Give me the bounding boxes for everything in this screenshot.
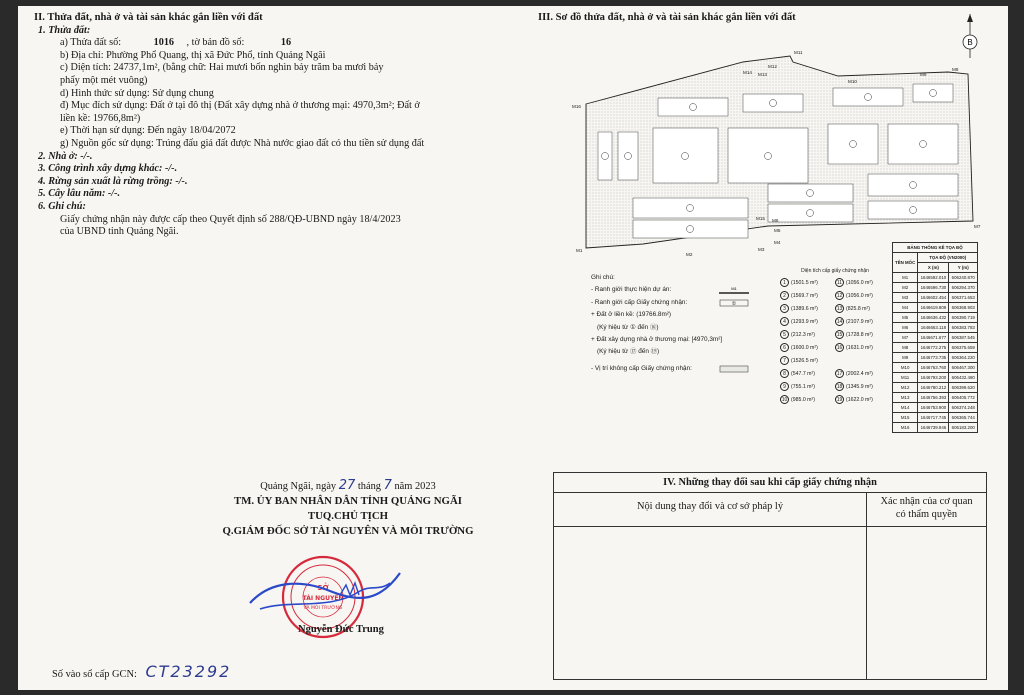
coord-cell: 606405.772 xyxy=(949,393,978,403)
signer-name: Nguyễn Đức Trung xyxy=(298,624,384,635)
house-line: 2. Nhà ở: -/-. xyxy=(38,150,93,162)
coord-cell: M8 xyxy=(893,343,918,353)
registry-number-label: Số vào sổ cấp GCN: xyxy=(52,669,137,680)
coord-cell: 1646602.454 xyxy=(918,293,949,303)
area-row xyxy=(780,302,890,315)
coord-cell: 1646663.118 xyxy=(918,323,949,333)
lot-area: (1728.8 m²) xyxy=(846,331,873,338)
lot-area: (2107.9 m²) xyxy=(846,318,873,325)
lot-area: (1600.0 m²) xyxy=(791,344,818,351)
map-sheet-number: 16 xyxy=(280,37,292,49)
point-m11: M11 xyxy=(794,50,803,55)
legend-adjacent-sym: (Ký hiệu từ ① đến ⑯) xyxy=(597,323,659,331)
area-cell xyxy=(780,304,835,313)
change-content-header: Nội dung thay đổi và cơ sở pháp lý xyxy=(554,493,867,526)
lot-area: (547.7 m²) xyxy=(791,370,815,377)
coord-point-header: TÊN MỐC xyxy=(893,253,918,273)
coord-cell: 606375.659 xyxy=(949,343,978,353)
point-m13: M13 xyxy=(758,72,767,77)
area-cell xyxy=(835,317,890,326)
lot-number: 1 xyxy=(780,278,789,287)
coord-cell: 606364.220 xyxy=(949,353,978,363)
coord-cell: M10 xyxy=(893,363,918,373)
coord-table-title: BẢNG THỐNG KÊ TỌA ĐỘ xyxy=(893,243,978,253)
point-m8: M8 xyxy=(952,67,959,72)
section-2 xyxy=(34,12,514,239)
point-m7: M7 xyxy=(974,224,981,229)
lot-area: (1569.7 m²) xyxy=(791,292,818,299)
point-m15: M15 xyxy=(756,216,765,221)
coord-cell: 606383.783 xyxy=(949,323,978,333)
parcel-map xyxy=(568,36,988,258)
coord-row xyxy=(893,373,978,383)
section-2-title: II. Thửa đất, nhà ở và tài sản khác gắn liền với đất xyxy=(34,12,263,23)
coord-row xyxy=(893,313,978,323)
area-table xyxy=(780,268,890,406)
term-line: e) Thời hạn sử dụng: Đến ngày 18/04/2072 xyxy=(60,125,236,137)
lot-number: 17 xyxy=(836,371,843,377)
coord-cell: 606387.545 xyxy=(949,333,978,343)
lot-number: 6 xyxy=(780,343,789,352)
stamp-line-3: VÀ MÔI TRƯỜNG xyxy=(303,606,343,611)
area-line: c) Diện tích: 24737,1m², (bằng chữ: Hai mươi bốn nghìn bảy trăm ba mươi bảy xyxy=(60,62,384,74)
coord-cell: M13 xyxy=(893,393,918,403)
coord-cell: 1646739.946 xyxy=(918,423,949,433)
parcel-number-line xyxy=(34,37,514,50)
forest-line: 4. Rừng sản xuất là rừng trồng: -/-. xyxy=(38,175,188,187)
coord-row xyxy=(893,393,978,403)
area-row xyxy=(780,354,890,367)
lot-number: 5 xyxy=(780,330,789,339)
section-4-body xyxy=(554,527,986,679)
section-4-table xyxy=(553,472,987,680)
map-sheet-label: , tờ bản đồ số: xyxy=(186,37,245,49)
lot-area: (1056.0 m²) xyxy=(846,292,873,299)
point-m2: M2 xyxy=(686,252,693,257)
coord-cell: M16 xyxy=(893,423,918,433)
point-m5: M5 xyxy=(774,228,781,233)
perennial-line: 5. Cây lâu năm: -/-. xyxy=(38,188,121,200)
point-m9: M9 xyxy=(920,72,927,77)
registry-number-line xyxy=(52,662,231,681)
point-m10: M10 xyxy=(848,79,857,84)
lot-area: (1293.9 m²) xyxy=(791,318,818,325)
change-content-cell[interactable] xyxy=(554,527,867,679)
coord-row xyxy=(893,423,978,433)
parcel-number: 1016 xyxy=(153,37,174,49)
notes-heading: 6. Ghi chú: xyxy=(38,200,86,212)
legend-commercial: + Đất xây dựng nhà ở thương mại: [4970,3m²] xyxy=(591,336,723,344)
coord-cell: 1646619.809 xyxy=(918,303,949,313)
lot-number: 15 xyxy=(836,332,843,338)
area-cell xyxy=(780,356,835,365)
origin-line: g) Nguồn gốc sử dụng: Trúng đấu giá đất được Nhà nước giao đất có thu tiền sử dụng đất xyxy=(60,137,425,149)
coord-cell: 606368.903 xyxy=(949,303,978,313)
point-m6: M6 xyxy=(772,218,779,223)
section-4-title: IV. Những thay đổi sau khi cấp giấy chứng nhận xyxy=(554,473,986,493)
coord-cell: 1646596.730 xyxy=(918,283,949,293)
construction-line: 3. Công trình xây dựng khác: -/-. xyxy=(38,163,178,175)
handwritten-signature xyxy=(240,561,410,621)
lot-number: 16 xyxy=(836,345,843,351)
lot-number: 12 xyxy=(836,293,843,299)
lot-area: (1389.6 m²) xyxy=(791,305,818,312)
parcel-number-label: a) Thửa đất số: xyxy=(60,37,122,49)
date-month-label: tháng xyxy=(357,481,381,492)
signature-block xyxy=(168,478,528,539)
area-cell xyxy=(780,291,835,300)
coord-row xyxy=(893,413,978,423)
coord-row xyxy=(893,403,978,413)
coord-cell: 606432.480 xyxy=(949,373,978,383)
legend-title: Ghi chú: xyxy=(591,274,615,281)
area-row xyxy=(780,289,890,302)
section-4-headers xyxy=(554,493,986,527)
coord-cell: 1646793.200 xyxy=(918,373,949,383)
cert-boundary-icon xyxy=(719,299,749,307)
purpose-line: đ) Mục đích sử dụng: Đất ở tại đô thị (Đất xây dựng nhà ở thương mại: 4970,3m²; Đất ở xyxy=(60,100,420,112)
address-line: b) Địa chỉ: Phường Phổ Quang, thị xã Đức Phổ, tỉnh Quảng Ngãi xyxy=(60,49,326,61)
area-line-2: phẩy một mét vuông) xyxy=(60,74,148,86)
area-cell xyxy=(835,304,890,313)
point-m3: M3 xyxy=(758,247,765,252)
coord-row xyxy=(893,333,978,343)
area-cell xyxy=(835,382,890,391)
coord-system-header: TỌA ĐỘ (VN2000) xyxy=(918,253,978,263)
coord-cell: 606371.653 xyxy=(949,293,978,303)
issuing-org: TM. ỦY BAN NHÂN DÂN TỈNH QUẢNG NGÃI xyxy=(234,495,462,507)
date-year: năm 2023 xyxy=(394,481,436,492)
stamp-line-1: SỞ xyxy=(317,584,329,592)
coord-cell: 1646756.393 xyxy=(918,393,949,403)
area-cell xyxy=(780,369,835,378)
lot-number: 13 xyxy=(836,306,843,312)
coord-cell: M2 xyxy=(893,283,918,293)
area-cell xyxy=(780,343,835,352)
coord-row xyxy=(893,383,978,393)
lot-number: 18 xyxy=(836,384,843,390)
coord-row xyxy=(893,283,978,293)
lot-number: 2 xyxy=(780,291,789,300)
coord-cell: M4 xyxy=(893,303,918,313)
coord-cell: 606399.620 xyxy=(949,383,978,393)
coord-cell: M14 xyxy=(893,403,918,413)
coord-cell: 1646780.212 xyxy=(918,383,949,393)
confirmation-header-1: Xác nhận của cơ quan xyxy=(880,496,973,507)
coord-row xyxy=(893,273,978,283)
coord-cell: M15 xyxy=(893,413,918,423)
note-line-1: Giấy chứng nhận này được cấp theo Quyết định số 288/QĐ-UBND ngày 18/4/2023 xyxy=(60,213,401,225)
area-cell xyxy=(835,291,890,300)
coord-cell: 606374.248 xyxy=(949,403,978,413)
coord-row xyxy=(893,353,978,363)
coord-cell: 606183.200 xyxy=(949,423,978,433)
legend-cert-label: - Ranh giới cấp Giấy chứng nhận: xyxy=(591,298,688,306)
confirmation-cell[interactable] xyxy=(867,527,986,679)
area-cell xyxy=(780,395,835,404)
area-cell xyxy=(835,369,890,378)
area-cell xyxy=(835,278,890,287)
point-m14: M14 xyxy=(743,70,752,75)
lot-area: (755.1 m²) xyxy=(791,383,815,390)
coord-cell: 606390.719 xyxy=(949,313,978,323)
lot-number: 9 xyxy=(780,382,789,391)
lot-number: 11 xyxy=(836,280,843,286)
area-table-title: Diện tích cấp giấy chứng nhận xyxy=(801,268,869,274)
coord-cell: M12 xyxy=(893,383,918,393)
point-m16: M16 xyxy=(572,104,581,109)
lot-area: (1526.5 m²) xyxy=(791,357,818,364)
area-row xyxy=(780,380,890,393)
coord-cell: M5 xyxy=(893,313,918,323)
lot-number: 19 xyxy=(836,397,843,403)
lot-area: (1622.0 m²) xyxy=(846,396,873,403)
date-month: 7 xyxy=(383,478,392,493)
coord-cell: 1646763.760 xyxy=(918,363,949,373)
confirmation-header-2: có thẩm quyền xyxy=(895,509,958,520)
lot-number: 8 xyxy=(780,369,789,378)
lot-area: (985.0 m²) xyxy=(791,396,815,403)
coord-cell: 606365.744 xyxy=(949,413,978,423)
lot-number: 4 xyxy=(780,317,789,326)
coordinate-table xyxy=(892,242,978,433)
boundary-line-icon xyxy=(719,287,749,295)
section-3-title: III. Sơ đồ thửa đất, nhà ở và tài sản khác gắn liền với đất xyxy=(538,12,796,23)
coord-row xyxy=(893,343,978,353)
point-m4: M4 xyxy=(774,240,781,245)
coord-cell: 606467.300 xyxy=(949,363,978,373)
coord-cell: 1646772.275 xyxy=(918,343,949,353)
lot-area: (825.8 m²) xyxy=(846,305,870,312)
coord-x-header: X (m) xyxy=(918,263,949,273)
coord-y-header: Y (m) xyxy=(949,263,978,273)
lot-number: 10 xyxy=(781,397,788,403)
parcel-heading: 1. Thửa đất: xyxy=(38,24,91,36)
lot-area: (212.3 m²) xyxy=(791,331,815,338)
coord-row xyxy=(893,293,978,303)
legend-commercial-sym: (Ký hiệu từ ⑰ đến ⑲) xyxy=(597,348,660,356)
stamp-line-2: TÀI NGUYÊN xyxy=(302,595,344,602)
section-3 xyxy=(538,12,998,23)
north-label: B xyxy=(967,38,973,47)
coord-cell: 1646671.677 xyxy=(918,333,949,343)
area-row xyxy=(780,315,890,328)
date-prefix: Quảng Ngãi, ngày xyxy=(260,481,337,492)
area-row xyxy=(780,393,890,406)
coord-cell: M6 xyxy=(893,323,918,333)
issue-date xyxy=(168,478,528,494)
lot-number: 3 xyxy=(780,304,789,313)
coord-cell: M11 xyxy=(893,373,918,383)
legend-cert-num: ① xyxy=(731,301,737,308)
confirmation-header xyxy=(867,493,986,526)
coord-cell: M1 xyxy=(893,273,918,283)
coord-cell: 1646636.432 xyxy=(918,313,949,323)
legend-boundary-label: - Ranh giới thực hiện dự án: xyxy=(591,286,672,294)
area-cell xyxy=(780,382,835,391)
deputy-title: Q.GIÁM ĐỐC SỞ TÀI NGUYÊN VÀ MÔI TRƯỜNG xyxy=(222,525,474,537)
coord-cell: 606294.370 xyxy=(949,283,978,293)
lot-area: (1631.0 m²) xyxy=(846,344,873,351)
coord-cell: 606240.870 xyxy=(949,273,978,283)
legend-adjacent: + Đất ở liền kề: (19766.8m²) xyxy=(591,311,672,319)
authorization: TUQ.CHỦ TỊCH xyxy=(307,510,389,522)
date-day: 27 xyxy=(338,478,356,493)
lot-area: (1501.5 m²) xyxy=(791,279,818,286)
certificate-sheet xyxy=(18,6,1008,690)
area-cell xyxy=(780,317,835,326)
area-cell xyxy=(780,330,835,339)
coord-cell: M7 xyxy=(893,333,918,343)
coord-cell: M9 xyxy=(893,353,918,363)
lot-area: (1056.0 m²) xyxy=(846,279,873,286)
registry-number: CT23292 xyxy=(145,662,232,681)
lot-area: (1345.9 m²) xyxy=(846,383,873,390)
area-row xyxy=(780,367,890,380)
point-m12: M12 xyxy=(768,64,777,69)
area-row xyxy=(780,328,890,341)
area-cell xyxy=(835,343,890,352)
coord-row xyxy=(893,323,978,333)
coord-cell: 1646773.735 xyxy=(918,353,949,363)
coord-cell: 1646592.010 xyxy=(918,273,949,283)
point-m1: M1 xyxy=(576,248,583,253)
legend-excluded-label: - Vị trí không cấp Giấy chứng nhận: xyxy=(591,364,692,372)
coord-cell: M3 xyxy=(893,293,918,303)
area-cell xyxy=(835,330,890,339)
coord-cell: 1646717.745 xyxy=(918,413,949,423)
coord-cell: 1646753.900 xyxy=(918,403,949,413)
excluded-area-icon xyxy=(719,365,749,373)
area-rows xyxy=(780,276,890,406)
area-row xyxy=(780,276,890,289)
note-line-2: của UBND tỉnh Quảng Ngãi. xyxy=(60,226,179,238)
coord-row xyxy=(893,363,978,373)
usage-form-line: d) Hình thức sử dụng: Sử dụng chung xyxy=(60,87,214,99)
area-row xyxy=(780,341,890,354)
lot-number: 7 xyxy=(780,356,789,365)
area-cell xyxy=(780,278,835,287)
coord-body xyxy=(893,273,978,433)
purpose-line-2: liền kề: 19766,8m²) xyxy=(60,112,141,124)
lot-area: (2002.4 m²) xyxy=(846,370,873,377)
area-cell xyxy=(835,395,890,404)
lot-number: 14 xyxy=(836,319,843,325)
coord-row xyxy=(893,303,978,313)
legend-m1: M1 xyxy=(731,286,737,291)
